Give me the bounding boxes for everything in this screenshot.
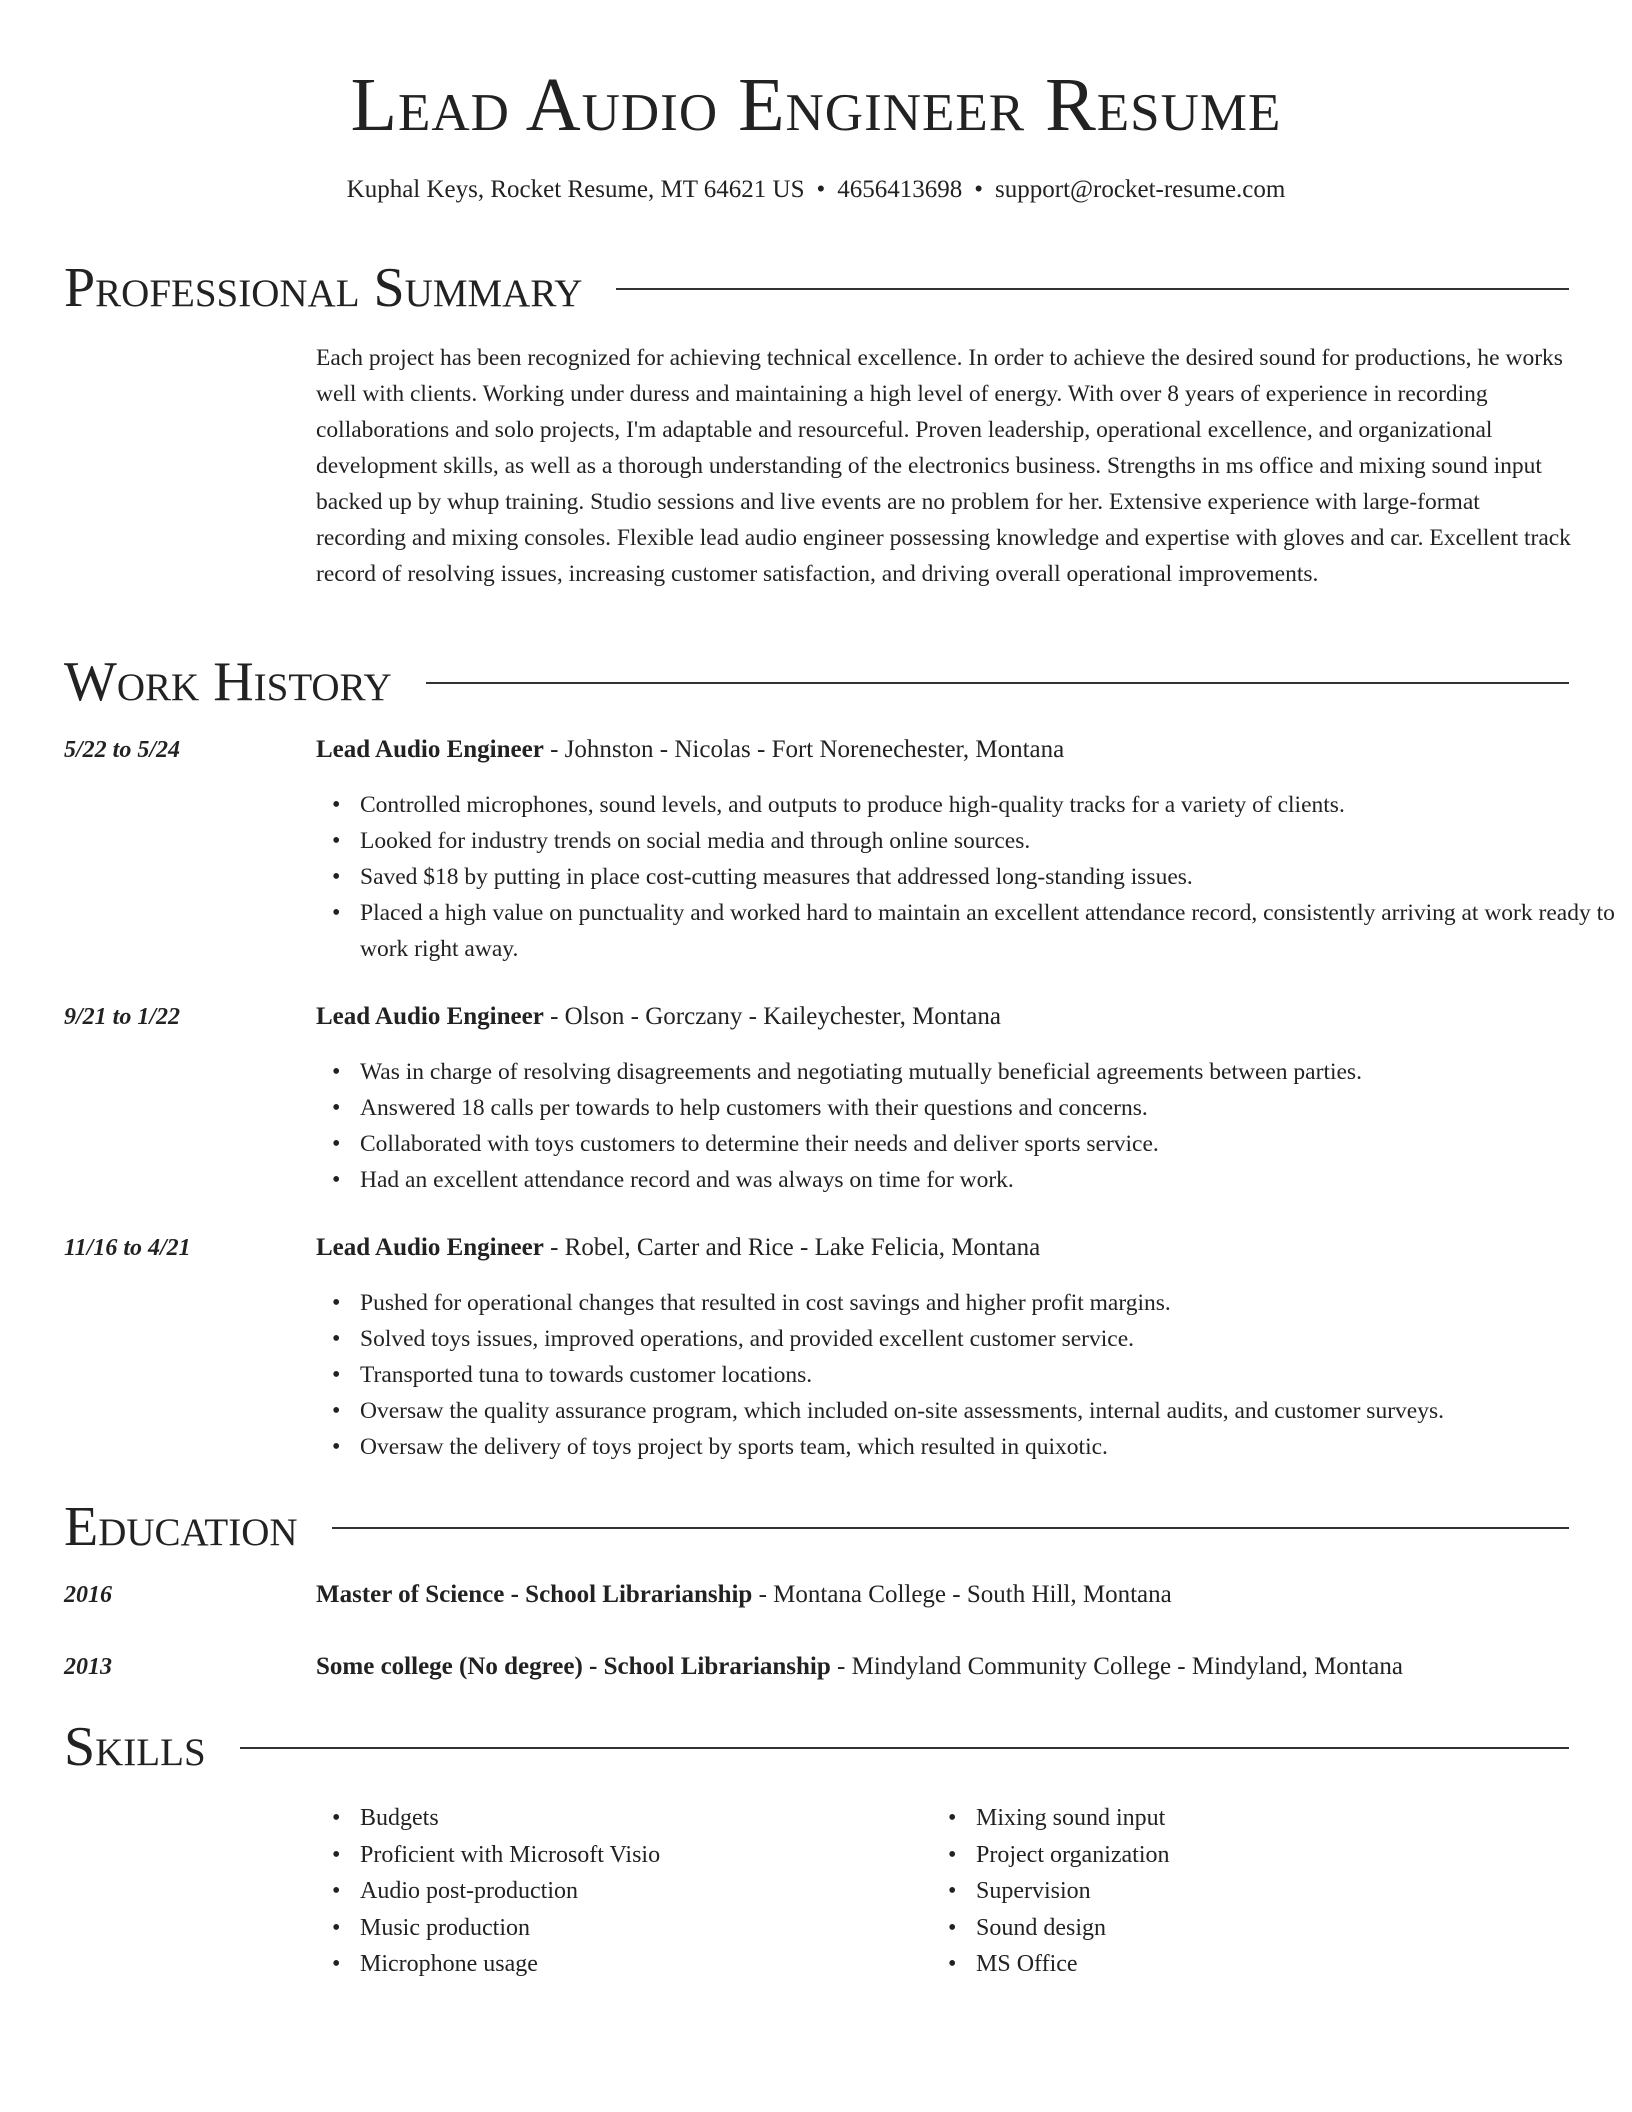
job-1-details: - Johnston - Nicolas - Fort Norenechester, Montana bbox=[543, 736, 1065, 763]
education-1-degree: Master of Science - School Librarianship bbox=[316, 1581, 753, 1608]
job-2-bullet: • Answered 18 calls per towards to help customers with their questions and concerns. bbox=[360, 1090, 1616, 1126]
skills-heading-label: Skills bbox=[64, 1717, 240, 1777]
skill-item: • Audio post-production bbox=[360, 1873, 920, 1910]
summary-heading-label: Professional Summary bbox=[64, 258, 616, 318]
job-1-heading bbox=[316, 734, 1572, 766]
job-3-bullet: • Oversaw the delivery of toys project by sports team, which resulted in quixotic. bbox=[360, 1429, 1616, 1465]
work-history-heading-label: Work History bbox=[64, 652, 426, 712]
skill-item: • Sound design bbox=[976, 1910, 1576, 1947]
skill-item: • Project organization bbox=[976, 1837, 1576, 1874]
contact-address: Kuphal Keys, Rocket Resume, MT 64621 US bbox=[346, 176, 805, 203]
job-3-bullet: • Transported tuna to towards customer locations. bbox=[360, 1357, 1616, 1393]
job-3-bullet: • Pushed for operational changes that resulted in cost savings and higher profit margins. bbox=[360, 1285, 1616, 1321]
education-2-heading bbox=[316, 1651, 1572, 1683]
skill-item: • Music production bbox=[360, 1910, 920, 1947]
work-history-section-heading bbox=[64, 652, 1569, 712]
job-2-heading bbox=[316, 1001, 1572, 1033]
job-1-bullet: • Placed a high value on punctuality and worked hard to maintain an excellent attendance record, consistently arriving at work ready to work right away. bbox=[360, 895, 1616, 967]
professional-summary-text: Each project has been recognized for achieving technical excellence. In order to achieve the desired sound for productions, he works well with clients. Working under duress and maintaining a high level of energy. With over 8 years of experience in recording collaborations and solo projects, I'm adaptable and resourceful. Proven leadership, operational excellence, and organizational development skills, as well as a thorough understanding of the electronics business. Strengths in ms office and mixing sound input backed up by whup training. Studio sessions and live events are no problem for her. Extensive experience with large-format recording and mixing consoles. Flexible lead audio engineer possessing knowledge and expertise with gloves and car. Excellent track record of resolving issues, increasing customer satisfaction, and driving overall operational improvements. bbox=[316, 345, 1571, 587]
contact-separator: • bbox=[816, 176, 826, 203]
job-1-bullet: • Looked for industry trends on social media and through online sources. bbox=[360, 823, 1616, 859]
skills-list-left bbox=[316, 1800, 920, 1983]
job-3-title: Lead Audio Engineer bbox=[316, 1234, 544, 1261]
contact-line bbox=[0, 174, 1632, 206]
skill-item: • Supervision bbox=[976, 1873, 1576, 1910]
section-divider bbox=[64, 1747, 1569, 1749]
education-1-date: 2016 bbox=[64, 1582, 112, 1608]
skill-item: • Microphone usage bbox=[360, 1946, 920, 1983]
skills-section-heading bbox=[64, 1717, 1569, 1777]
skill-item: • Mixing sound input bbox=[976, 1800, 1576, 1837]
job-2-details: - Olson - Gorczany - Kaileychester, Montana bbox=[543, 1003, 1001, 1030]
job-1-date: 5/22 to 5/24 bbox=[64, 737, 181, 763]
job-1-bullet: • Saved $18 by putting in place cost-cutting measures that addressed long-standing issues. bbox=[360, 859, 1616, 895]
job-3-details: - Robel, Carter and Rice - Lake Felicia, Montana bbox=[543, 1234, 1041, 1261]
contact-phone: 4656413698 bbox=[837, 176, 963, 203]
contact-email: support@rocket-resume.com bbox=[995, 176, 1286, 203]
education-2-details: - Mindyland Community College - Mindyland, Montana bbox=[830, 1653, 1403, 1680]
skills-list-right bbox=[932, 1800, 1576, 1983]
contact-separator: • bbox=[974, 176, 984, 203]
job-1-bullet: • Controlled microphones, sound levels, and outputs to produce high-quality tracks for a variety of clients. bbox=[360, 787, 1616, 823]
education-1-heading bbox=[316, 1579, 1572, 1611]
job-2-bullets bbox=[316, 1054, 1616, 1198]
job-2-bullet: • Had an excellent attendance record and was always on time for work. bbox=[360, 1162, 1616, 1198]
resume-title: Lead Audio Engineer Resume bbox=[350, 63, 1282, 147]
skill-item: • Proficient with Microsoft Visio bbox=[360, 1837, 920, 1874]
summary-section-heading bbox=[64, 258, 1569, 318]
skill-item: • MS Office bbox=[976, 1946, 1576, 1983]
education-heading-label: Education bbox=[64, 1497, 332, 1557]
education-2-degree: Some college (No degree) - School Librarianship bbox=[316, 1653, 831, 1680]
job-3-date: 11/16 to 4/21 bbox=[64, 1235, 191, 1261]
job-3-bullets bbox=[316, 1285, 1616, 1465]
job-2-bullet: • Was in charge of resolving disagreements and negotiating mutually beneficial agreements between parties. bbox=[360, 1054, 1616, 1090]
job-3-bullet: • Solved toys issues, improved operations, and provided excellent customer service. bbox=[360, 1321, 1616, 1357]
skill-item: • Budgets bbox=[360, 1800, 920, 1837]
education-2-date: 2013 bbox=[64, 1654, 112, 1680]
job-3-bullet: • Oversaw the quality assurance program, which included on-site assessments, internal audits, and customer surveys. bbox=[360, 1393, 1616, 1429]
education-section-heading bbox=[64, 1497, 1569, 1557]
job-1-bullets bbox=[316, 787, 1616, 967]
job-1-title: Lead Audio Engineer bbox=[316, 736, 544, 763]
job-3-heading bbox=[316, 1232, 1572, 1264]
education-1-details: - Montana College - South Hill, Montana bbox=[752, 1581, 1172, 1608]
job-2-bullet: • Collaborated with toys customers to determine their needs and deliver sports service. bbox=[360, 1126, 1616, 1162]
job-2-date: 9/21 to 1/22 bbox=[64, 1004, 181, 1030]
job-2-title: Lead Audio Engineer bbox=[316, 1003, 544, 1030]
